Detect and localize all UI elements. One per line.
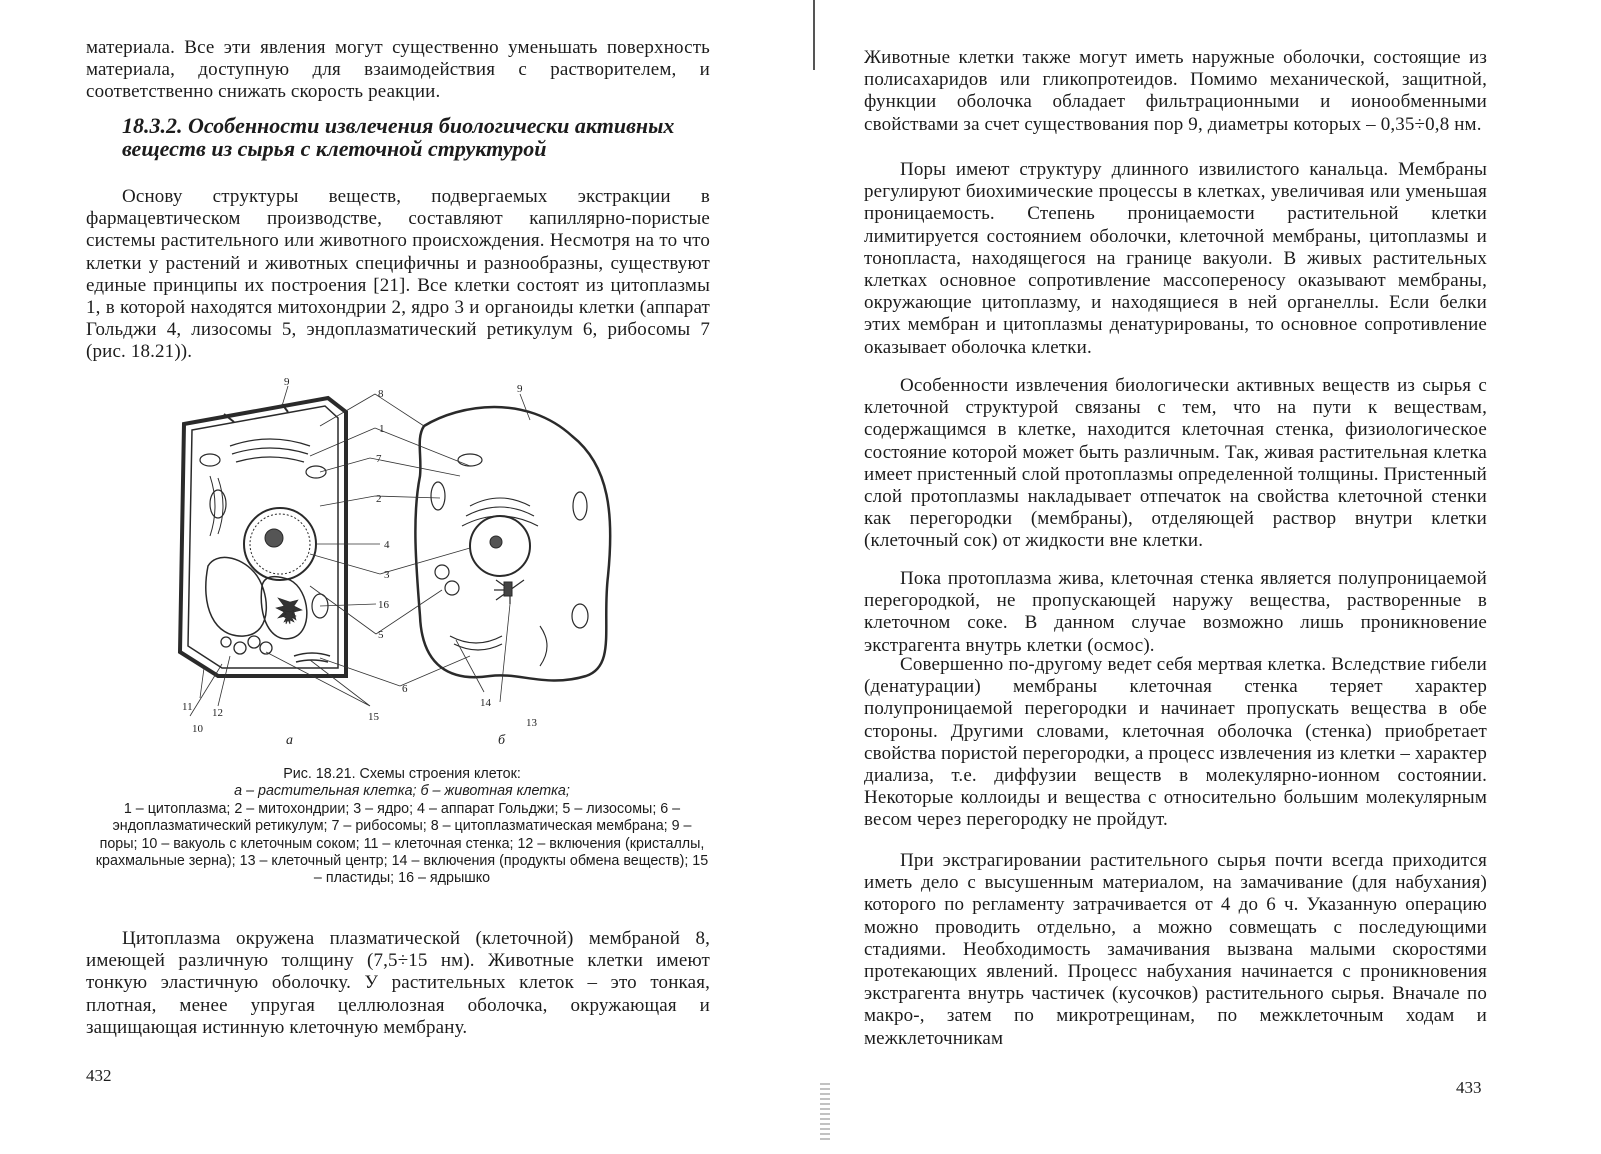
- caption-title: Рис. 18.21. Схемы строения клеток:: [283, 766, 521, 782]
- svg-text:11: 11: [182, 701, 193, 713]
- paragraph-living-protoplasm: Пока протоплазма жива, клеточная стенка является полупроницаемой перегородкой, не пропускающей наружу вещества, растворенные в клеточном соке. В данном случае возможно лишь проникновение экстрагента внутрь клетки (осмос).: [864, 568, 1487, 656]
- page-number-left: 432: [86, 1066, 112, 1085]
- svg-text:3: 3: [384, 569, 390, 581]
- figure-caption: [92, 766, 712, 888]
- svg-text:10: 10: [192, 723, 203, 735]
- svg-text:4: 4: [384, 539, 390, 551]
- svg-text:2: 2: [376, 493, 382, 505]
- svg-text:8: 8: [378, 388, 384, 400]
- paragraph-dead-cell: Совершенно по-другому ведет себя мертвая клетка. Вследствие гибели (денатурации) мембраны клеточная стенка теряет характер полупроницаемой перегородки и начинает пропускать вещества в обе стороны. Другими словами, клеточная оболочка (стенка) приобретает свойства пористой перегородки, а процесс извлечения из клетки – характер диализа, т.е. диффузии веществ в молекулярно-ионном состоянии. Некоторые коллоиды и вещества с относительно большим молекулярным весом через перегородку не пройдут.: [864, 654, 1487, 831]
- svg-text:16: 16: [378, 599, 389, 611]
- svg-text:15: 15: [368, 711, 379, 723]
- caption-legend: 1 – цитоплазма; 2 – митохондрии; 3 – ядро; 4 – аппарат Гольджи; 5 – лизосомы; 6 – эндоплазматический ретикулум; 7 – рибосомы; 8 – цитоплазматическая мембрана; 9 – поры; 10 – вакуоль с клеточным соком; 11 – клеточная стенка; 12 – включения (кристаллы, крахмальные зерна); 13 – клеточный центр; 14 – включения (продукты обмена веществ); 15 – пластиды; 16 – ядрышко: [95, 800, 709, 887]
- svg-text:б: б: [498, 733, 506, 748]
- svg-text:а: а: [286, 733, 293, 748]
- page-number-right: 433: [1456, 1078, 1482, 1097]
- paragraph-extraction-features: Особенности извлечения биологически активных веществ из сырья с клеточной структурой связаны с тем, что на пути к веществам, содержащимся в клетке, находится клеточная стенка, физиологическое состояние которой может быть различным. Так, живая растительная клетка имеет пристенный слой протоплазмы определенной толщины. Пристенный слой протоплазмы накладывает отпечаток на свойства клеточной стенки как перегородки (мембраны), отделяющей раствор внутри клетки (клеточный сок) от жидкости вне клетки.: [864, 375, 1487, 552]
- paragraph-pores: Поры имеют структуру длинного извилистого канальца. Мембраны регулируют биохимические процессы в клетках, увеличивая или уменьшая проницаемость. Степень проницаемости растительной клетки лимитируется состоянием оболочки, клеточной мембраны, цитоплазмы и тонопласта, находящегося на границе вакуоли. В живых растительных клетках основное сопротивление массопереносу оказывают мембраны, окружающие цитоплазму, и находящиеся в ней органеллы. Если белки этих мембран и цитоплазмы денатурированы, то основное сопротивление оказывает оболочка клетки.: [864, 159, 1487, 358]
- plant-cell: [180, 398, 346, 676]
- svg-text:5: 5: [378, 629, 384, 641]
- svg-text:9: 9: [284, 376, 290, 388]
- paragraph-animal-cells: Животные клетки также могут иметь наружные оболочки, состоящие из полисахаридов или гликопротеидов. Помимо механической, защитной, функции оболочка обладает фильтрационными и ионообменными свойствами за счет существования пор 9, диаметры которых – 0,35÷0,8 нм.: [864, 47, 1487, 135]
- right-page: [800, 0, 1601, 1154]
- svg-text:6: 6: [402, 683, 408, 695]
- svg-text:12: 12: [212, 707, 223, 719]
- paragraph-top: материала. Все эти явления могут существенно уменьшать поверхность материала, доступную для взаимодействия с растворителем, и соответственно снижать скорость реакции.: [86, 37, 710, 103]
- svg-text:9: 9: [517, 383, 523, 395]
- caption-subtitle: а – растительная клетка; б – животная клетка;: [234, 783, 570, 800]
- paragraph-intro: Основу структуры веществ, подвергаемых экстракции в фармацевтическом производстве, составляют капиллярно-пористые системы растительного или животного происхождения. Несмотря на то что клетки у растений и животных специфичны и разнообразны, существуют единые принципы их построения [21]. Все клетки состоят из цитоплазмы 1, в которой находятся митохондрии 2, ядро 3 и органоиды клетки (аппарат Гольджи 4, лизосомы 5, эндоплазматический ретикулум 6, рибосомы 7 (рис. 18.21)).: [86, 186, 710, 363]
- svg-text:13: 13: [526, 717, 537, 729]
- cell-diagram: [170, 376, 650, 754]
- paragraph-dried-material: При экстрагировании растительного сырья почти всегда приходится иметь дело с высушенным материалом, на замачивание (для набухания) которого по регламенту затрачивается от 4 до 6 ч. Указанную операцию можно проводить отдельно, а можно совмещать с последующими стадиями. Необходимость замачивания вызвана малыми скоростями протекающих явлений. Процесс набухания начинается с проникновения экстрагента внутрь частичек (кусочков) растительного сырья. Вначале по макро-, затем по микротрещинам, по межклеточным ходам и межклеточникам: [864, 850, 1487, 1049]
- section-heading: 18.3.2. Особенности извлечения биологически активных веществ из сырья с клеточной структурой: [122, 113, 675, 161]
- svg-text:14: 14: [480, 697, 491, 709]
- animal-cell: [415, 407, 610, 681]
- svg-text:7: 7: [376, 453, 382, 465]
- paragraph-membrane: Цитоплазма окружена плазматической (клеточной) мембраной 8, имеющей различную толщину (7,5÷15 нм). Животные клетки имеют тонкую эластичную оболочку. У растительных клеток – это тонкая, плотная, менее упругая целлюлозная оболочка, окружающая и защищающая истинную клеточную мембрану.: [86, 928, 710, 1038]
- left-page: [0, 0, 790, 1154]
- svg-text:1: 1: [379, 423, 385, 435]
- cell-diagram-figure: [170, 376, 650, 754]
